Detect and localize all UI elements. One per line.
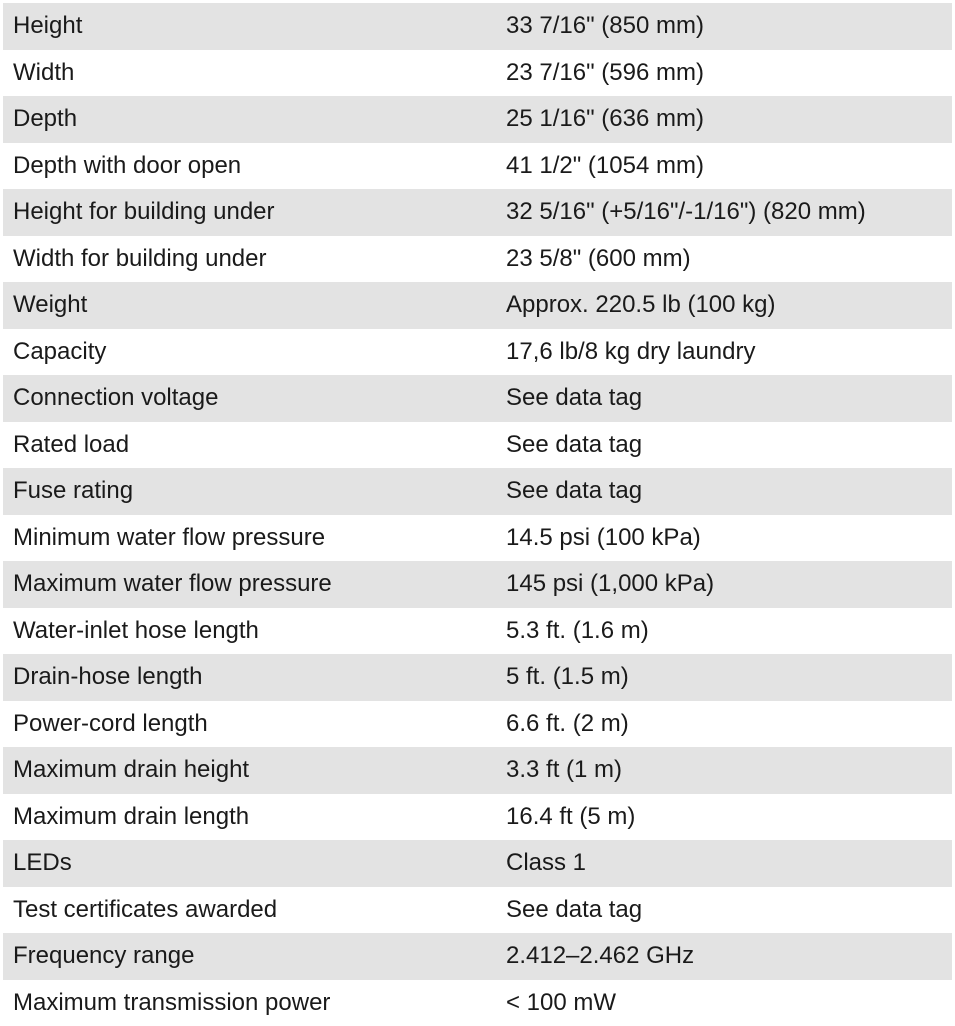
spec-label: Power-cord length xyxy=(3,701,496,748)
spec-row-capacity xyxy=(3,329,952,376)
spec-row-test-certificates xyxy=(3,887,952,934)
spec-value: 25 1/16" (636 mm) xyxy=(496,96,952,143)
spec-row-max-water-pressure xyxy=(3,561,952,608)
spec-label: Weight xyxy=(3,282,496,329)
spec-label: Frequency range xyxy=(3,933,496,980)
specifications-table-body xyxy=(3,3,952,1026)
spec-label: Maximum drain height xyxy=(3,747,496,794)
spec-row-rated-load xyxy=(3,422,952,469)
spec-row-weight xyxy=(3,282,952,329)
spec-row-width-building-under xyxy=(3,236,952,283)
spec-label: Maximum transmission power xyxy=(3,980,496,1026)
spec-value: 14.5 psi (100 kPa) xyxy=(496,515,952,562)
spec-row-max-drain-length xyxy=(3,794,952,841)
spec-value: 145 psi (1,000 kPa) xyxy=(496,561,952,608)
spec-label: Width xyxy=(3,50,496,97)
spec-label: Test certificates awarded xyxy=(3,887,496,934)
spec-row-max-drain-height xyxy=(3,747,952,794)
spec-label: LEDs xyxy=(3,840,496,887)
spec-row-power-cord xyxy=(3,701,952,748)
spec-row-depth-door-open xyxy=(3,143,952,190)
spec-label: Depth xyxy=(3,96,496,143)
spec-value: 3.3 ft (1 m) xyxy=(496,747,952,794)
spec-label: Width for building under xyxy=(3,236,496,283)
spec-row-connection-voltage xyxy=(3,375,952,422)
spec-value: 16.4 ft (5 m) xyxy=(496,794,952,841)
spec-value: 33 7/16" (850 mm) xyxy=(496,3,952,50)
spec-row-frequency-range xyxy=(3,933,952,980)
spec-value: 23 7/16" (596 mm) xyxy=(496,50,952,97)
spec-label: Capacity xyxy=(3,329,496,376)
spec-value: 32 5/16" (+5/16"/-1/16") (820 mm) xyxy=(496,189,952,236)
spec-label: Drain-hose length xyxy=(3,654,496,701)
spec-value: See data tag xyxy=(496,468,952,515)
spec-label: Connection voltage xyxy=(3,375,496,422)
spec-label: Maximum water flow pressure xyxy=(3,561,496,608)
spec-value: 41 1/2" (1054 mm) xyxy=(496,143,952,190)
spec-value: 23 5/8" (600 mm) xyxy=(496,236,952,283)
spec-label: Height for building under xyxy=(3,189,496,236)
spec-value: Class 1 xyxy=(496,840,952,887)
spec-label: Minimum water flow pressure xyxy=(3,515,496,562)
spec-row-height xyxy=(3,3,952,50)
spec-row-max-transmission-power xyxy=(3,980,952,1026)
spec-label: Height xyxy=(3,3,496,50)
spec-row-leds xyxy=(3,840,952,887)
spec-label: Maximum drain length xyxy=(3,794,496,841)
spec-label: Fuse rating xyxy=(3,468,496,515)
spec-value: 5 ft. (1.5 m) xyxy=(496,654,952,701)
spec-label: Depth with door open xyxy=(3,143,496,190)
spec-row-fuse-rating xyxy=(3,468,952,515)
spec-row-width xyxy=(3,50,952,97)
spec-row-drain-hose xyxy=(3,654,952,701)
spec-value: 2.412–2.462 GHz xyxy=(496,933,952,980)
spec-row-depth xyxy=(3,96,952,143)
spec-value: 6.6 ft. (2 m) xyxy=(496,701,952,748)
specifications-table xyxy=(3,3,952,1026)
spec-row-min-water-pressure xyxy=(3,515,952,562)
spec-value: 5.3 ft. (1.6 m) xyxy=(496,608,952,655)
spec-value: Approx. 220.5 lb (100 kg) xyxy=(496,282,952,329)
spec-value: See data tag xyxy=(496,887,952,934)
spec-value: See data tag xyxy=(496,375,952,422)
spec-value: 17,6 lb/8 kg dry laundry xyxy=(496,329,952,376)
spec-value: See data tag xyxy=(496,422,952,469)
spec-row-height-building-under xyxy=(3,189,952,236)
spec-label: Water-inlet hose length xyxy=(3,608,496,655)
spec-label: Rated load xyxy=(3,422,496,469)
spec-row-water-inlet-hose xyxy=(3,608,952,655)
spec-value: < 100 mW xyxy=(496,980,952,1026)
